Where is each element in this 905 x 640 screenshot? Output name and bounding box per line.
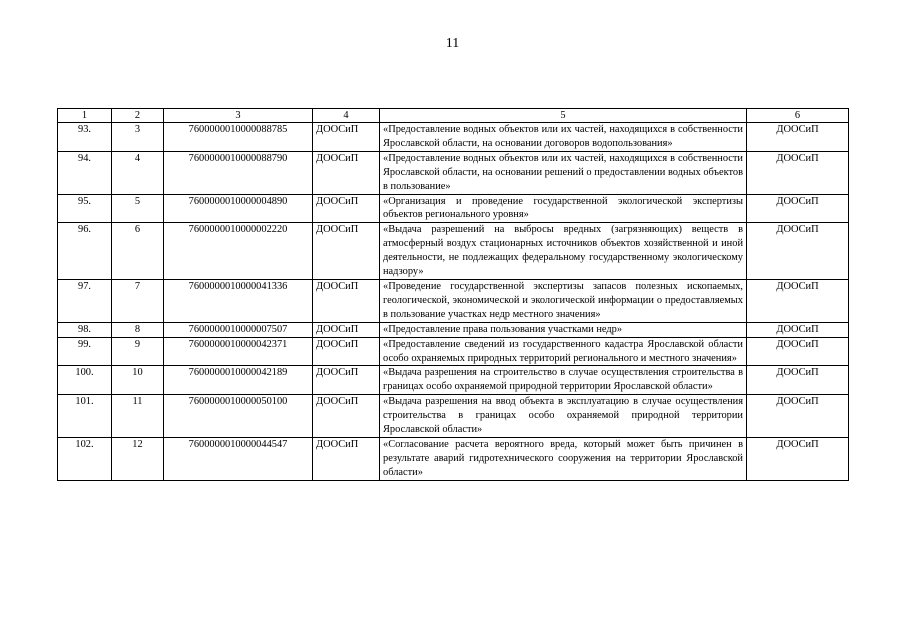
table-row: [58, 123, 849, 152]
responsible-body: ДООСиП: [747, 322, 849, 337]
row-number: 100.: [58, 366, 112, 395]
column-header: 4: [313, 109, 380, 123]
table-row: [58, 279, 849, 322]
service-code: 7600000010000041336: [164, 279, 313, 322]
table-row: [58, 437, 849, 480]
table-row: [58, 366, 849, 395]
responsible-body: ДООСиП: [747, 395, 849, 438]
table-row: [58, 194, 849, 223]
table-row: [58, 151, 849, 194]
responsible-body: ДООСиП: [747, 437, 849, 480]
service-name: «Согласование расчета вероятного вреда, который может быть причинен в результате аварий гидротехнического сооружения на территории Ярославской области»: [380, 437, 747, 480]
sub-index: 11: [112, 395, 164, 438]
service-code: 7600000010000004890: [164, 194, 313, 223]
sub-index: 3: [112, 123, 164, 152]
responsible-body: ДООСиП: [747, 279, 849, 322]
sub-index: 8: [112, 322, 164, 337]
responsible-body: ДООСиП: [747, 123, 849, 152]
service-code: 7600000010000007507: [164, 322, 313, 337]
service-name: «Выдача разрешения на ввод объекта в эксплуатацию в случае осуществления строительства в границах особо охраняемой природной территории Ярославской области»: [380, 395, 747, 438]
sub-index: 4: [112, 151, 164, 194]
department: ДООСиП: [313, 366, 380, 395]
service-code: 7600000010000002220: [164, 223, 313, 280]
responsible-body: ДООСиП: [747, 366, 849, 395]
column-header: 2: [112, 109, 164, 123]
service-code: 7600000010000050100: [164, 395, 313, 438]
row-number: 96.: [58, 223, 112, 280]
row-number: 102.: [58, 437, 112, 480]
table-row: [58, 337, 849, 366]
department: ДООСиП: [313, 279, 380, 322]
column-header: 5: [380, 109, 747, 123]
department: ДООСиП: [313, 194, 380, 223]
service-name: «Выдача разрешения на строительство в случае осуществления строительства в границах особо охраняемой природной территории Ярославской области»: [380, 366, 747, 395]
sub-index: 9: [112, 337, 164, 366]
row-number: 95.: [58, 194, 112, 223]
sub-index: 10: [112, 366, 164, 395]
service-name: «Предоставление сведений из государственного кадастра Ярославской области особо охраняемых природных территорий регионального и местного значения»: [380, 337, 747, 366]
sub-index: 7: [112, 279, 164, 322]
row-number: 97.: [58, 279, 112, 322]
responsible-body: ДООСиП: [747, 194, 849, 223]
table-header-row: [58, 109, 849, 123]
service-name: «Выдача разрешений на выбросы вредных (загрязняющих) веществ в атмосферный воздух стационарных источников объектов хозяйственной и иной деятельности, не подлежащих федеральному государственному экологическому надзору»: [380, 223, 747, 280]
service-name: «Проведение государственной экспертизы запасов полезных ископаемых, геологической, экономической и экологической информации о предоставляемых в пользование участках недр местного значения»: [380, 279, 747, 322]
department: ДООСиП: [313, 395, 380, 438]
department: ДООСиП: [313, 223, 380, 280]
service-code: 7600000010000044547: [164, 437, 313, 480]
table-row: [58, 395, 849, 438]
sub-index: 6: [112, 223, 164, 280]
services-table: [57, 108, 849, 481]
responsible-body: ДООСиП: [747, 223, 849, 280]
responsible-body: ДООСиП: [747, 337, 849, 366]
department: ДООСиП: [313, 151, 380, 194]
table-row: [58, 322, 849, 337]
department: ДООСиП: [313, 123, 380, 152]
service-name: «Организация и проведение государственной экологической экспертизы объектов регионального уровня»: [380, 194, 747, 223]
sub-index: 5: [112, 194, 164, 223]
department: ДООСиП: [313, 337, 380, 366]
column-header: 3: [164, 109, 313, 123]
service-code: 7600000010000088790: [164, 151, 313, 194]
service-name: «Предоставление водных объектов или их частей, находящихся в собственности Ярославской области, на основании договоров водопользования»: [380, 123, 747, 152]
service-name: «Предоставление водных объектов или их частей, находящихся в собственности Ярославской области, на основании решений о предоставлении водных объектов в пользование»: [380, 151, 747, 194]
service-code: 7600000010000088785: [164, 123, 313, 152]
department: ДООСиП: [313, 322, 380, 337]
service-code: 7600000010000042371: [164, 337, 313, 366]
sub-index: 12: [112, 437, 164, 480]
row-number: 93.: [58, 123, 112, 152]
table-row: [58, 223, 849, 280]
row-number: 94.: [58, 151, 112, 194]
column-header: 6: [747, 109, 849, 123]
column-header: 1: [58, 109, 112, 123]
department: ДООСиП: [313, 437, 380, 480]
row-number: 98.: [58, 322, 112, 337]
service-code: 7600000010000042189: [164, 366, 313, 395]
service-name: «Предоставление права пользования участками недр»: [380, 322, 747, 337]
row-number: 101.: [58, 395, 112, 438]
responsible-body: ДООСиП: [747, 151, 849, 194]
row-number: 99.: [58, 337, 112, 366]
page-number: 11: [445, 36, 460, 51]
